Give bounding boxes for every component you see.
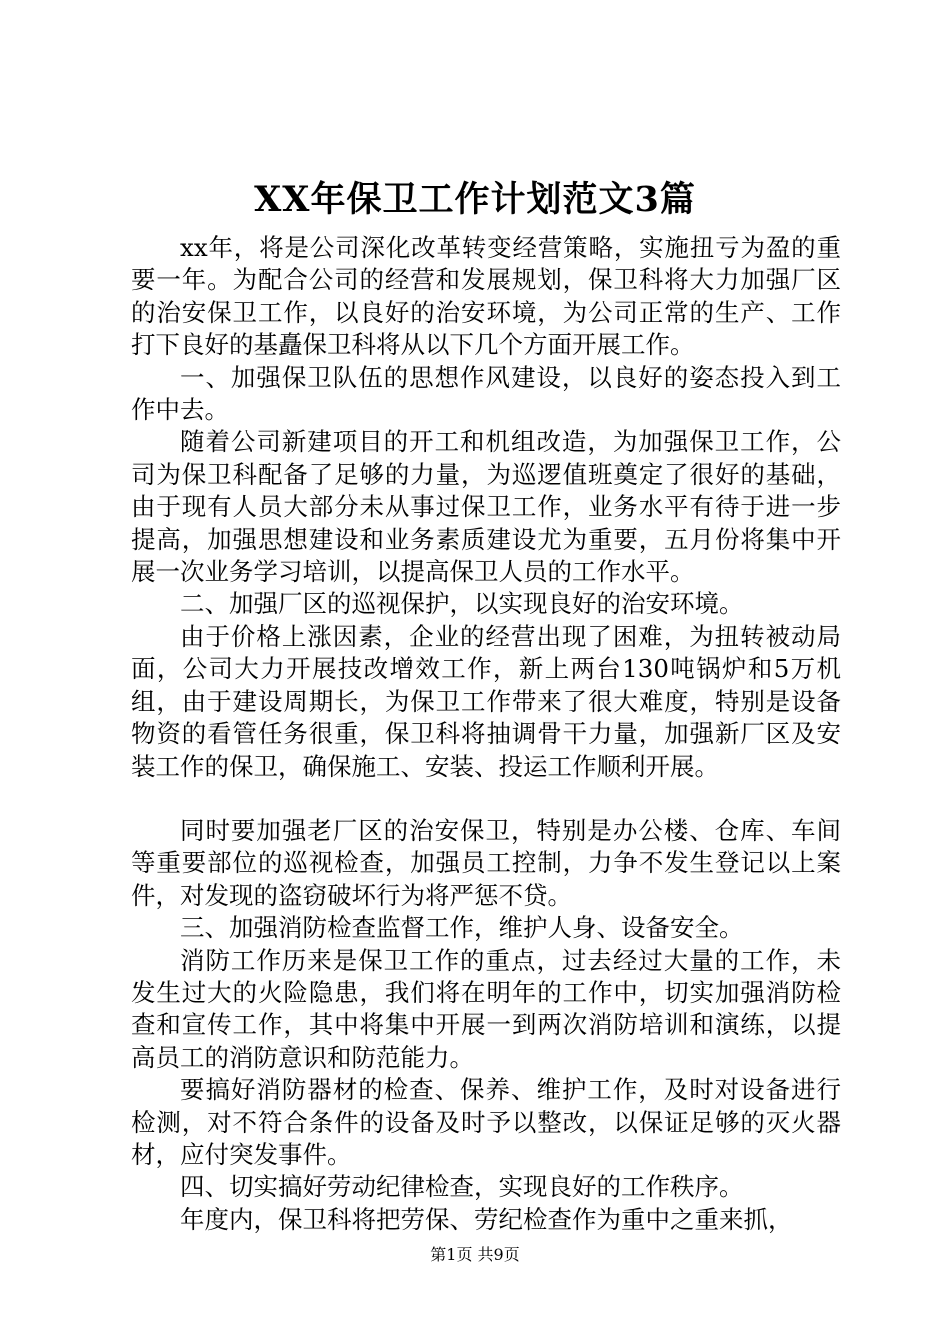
document-body (131, 232, 841, 1236)
paragraph-discipline: 年度内，保卫科将把劳保、劳纪检查作为重中之重来抓， (180, 1204, 793, 1234)
paragraph-spacer (131, 783, 841, 815)
page-number-footer: 第1页 共9页 (430, 1245, 520, 1264)
paragraph-patrol: 由于价格上涨因素，企业的经营出现了困难，为扭转被动局面，公司大力开展技改增效工作，新上两台130吨锅炉和5万机组，由于建设周期长，为保卫工作带来了很大难度，特别是设备物资的看管任务很重，保卫科将抽调骨干力量，加强新厂区及安装工作的保卫，确保施工、安装、投运工作顺利开展。 (131, 621, 841, 781)
paragraph-team-building: 随着公司新建项目的开工和机组改造，为加强保卫工作，公司为保卫科配备了足够的力量，为巡逻值班奠定了很好的基础，由于现有人员大部分未从事过保卫工作，业务水平有待于进一步提高，加强思想建设和业务素质建设尤为重要，五月份将集中开展一次业务学习培训，以提高保卫人员的工作水平。 (131, 427, 841, 587)
document-title: XX年保卫工作计划范文3篇 (254, 179, 696, 220)
paragraph-fire-safety: 消防工作历来是保卫工作的重点，过去经过大量的工作，未发生过大的火险隐患，我们将在明年的工作中，切实加强消防检查和宣传工作，其中将集中开展一到两次消防培训和演练，以提高员工的消防意识和防范能力。 (131, 945, 841, 1072)
paragraph-heading-2: 二、加强厂区的巡视保护，以实现良好的治安环境。 (180, 589, 744, 619)
paragraph-intro: xx年，将是公司深化改革转变经营策略，实施扭亏为盈的重要一年。为配合公司的经营和发展规划，保卫科将大力加强厂区的治安保卫工作，以良好的治安环境，为公司正常的生产、工作打下良好的基矗保卫科将从以下几个方面开展工作。 (131, 233, 841, 360)
paragraph-old-plant: 同时要加强老厂区的治安保卫，特别是办公楼、仓库、车间等重要部位的巡视检查，加强员工控制，力争不发生登记以上案件，对发现的盗窃破坏行为将严惩不贷。 (131, 815, 841, 910)
paragraph-heading-1: 一、加强保卫队伍的思想作风建设，以良好的姿态投入到工作中去。 (131, 362, 841, 425)
paragraph-heading-4: 四、切实搞好劳动纪律检查，实现良好的工作秩序。 (180, 1172, 744, 1202)
paragraph-heading-3: 三、加强消防检查监督工作，维护人身、设备安全。 (180, 913, 744, 943)
paragraph-fire-equipment: 要搞好消防器材的检查、保养、维护工作，及时对设备进行检测，对不符合条件的设备及时予以整改，以保证足够的灭火器材，应付突发事件。 (131, 1075, 841, 1169)
